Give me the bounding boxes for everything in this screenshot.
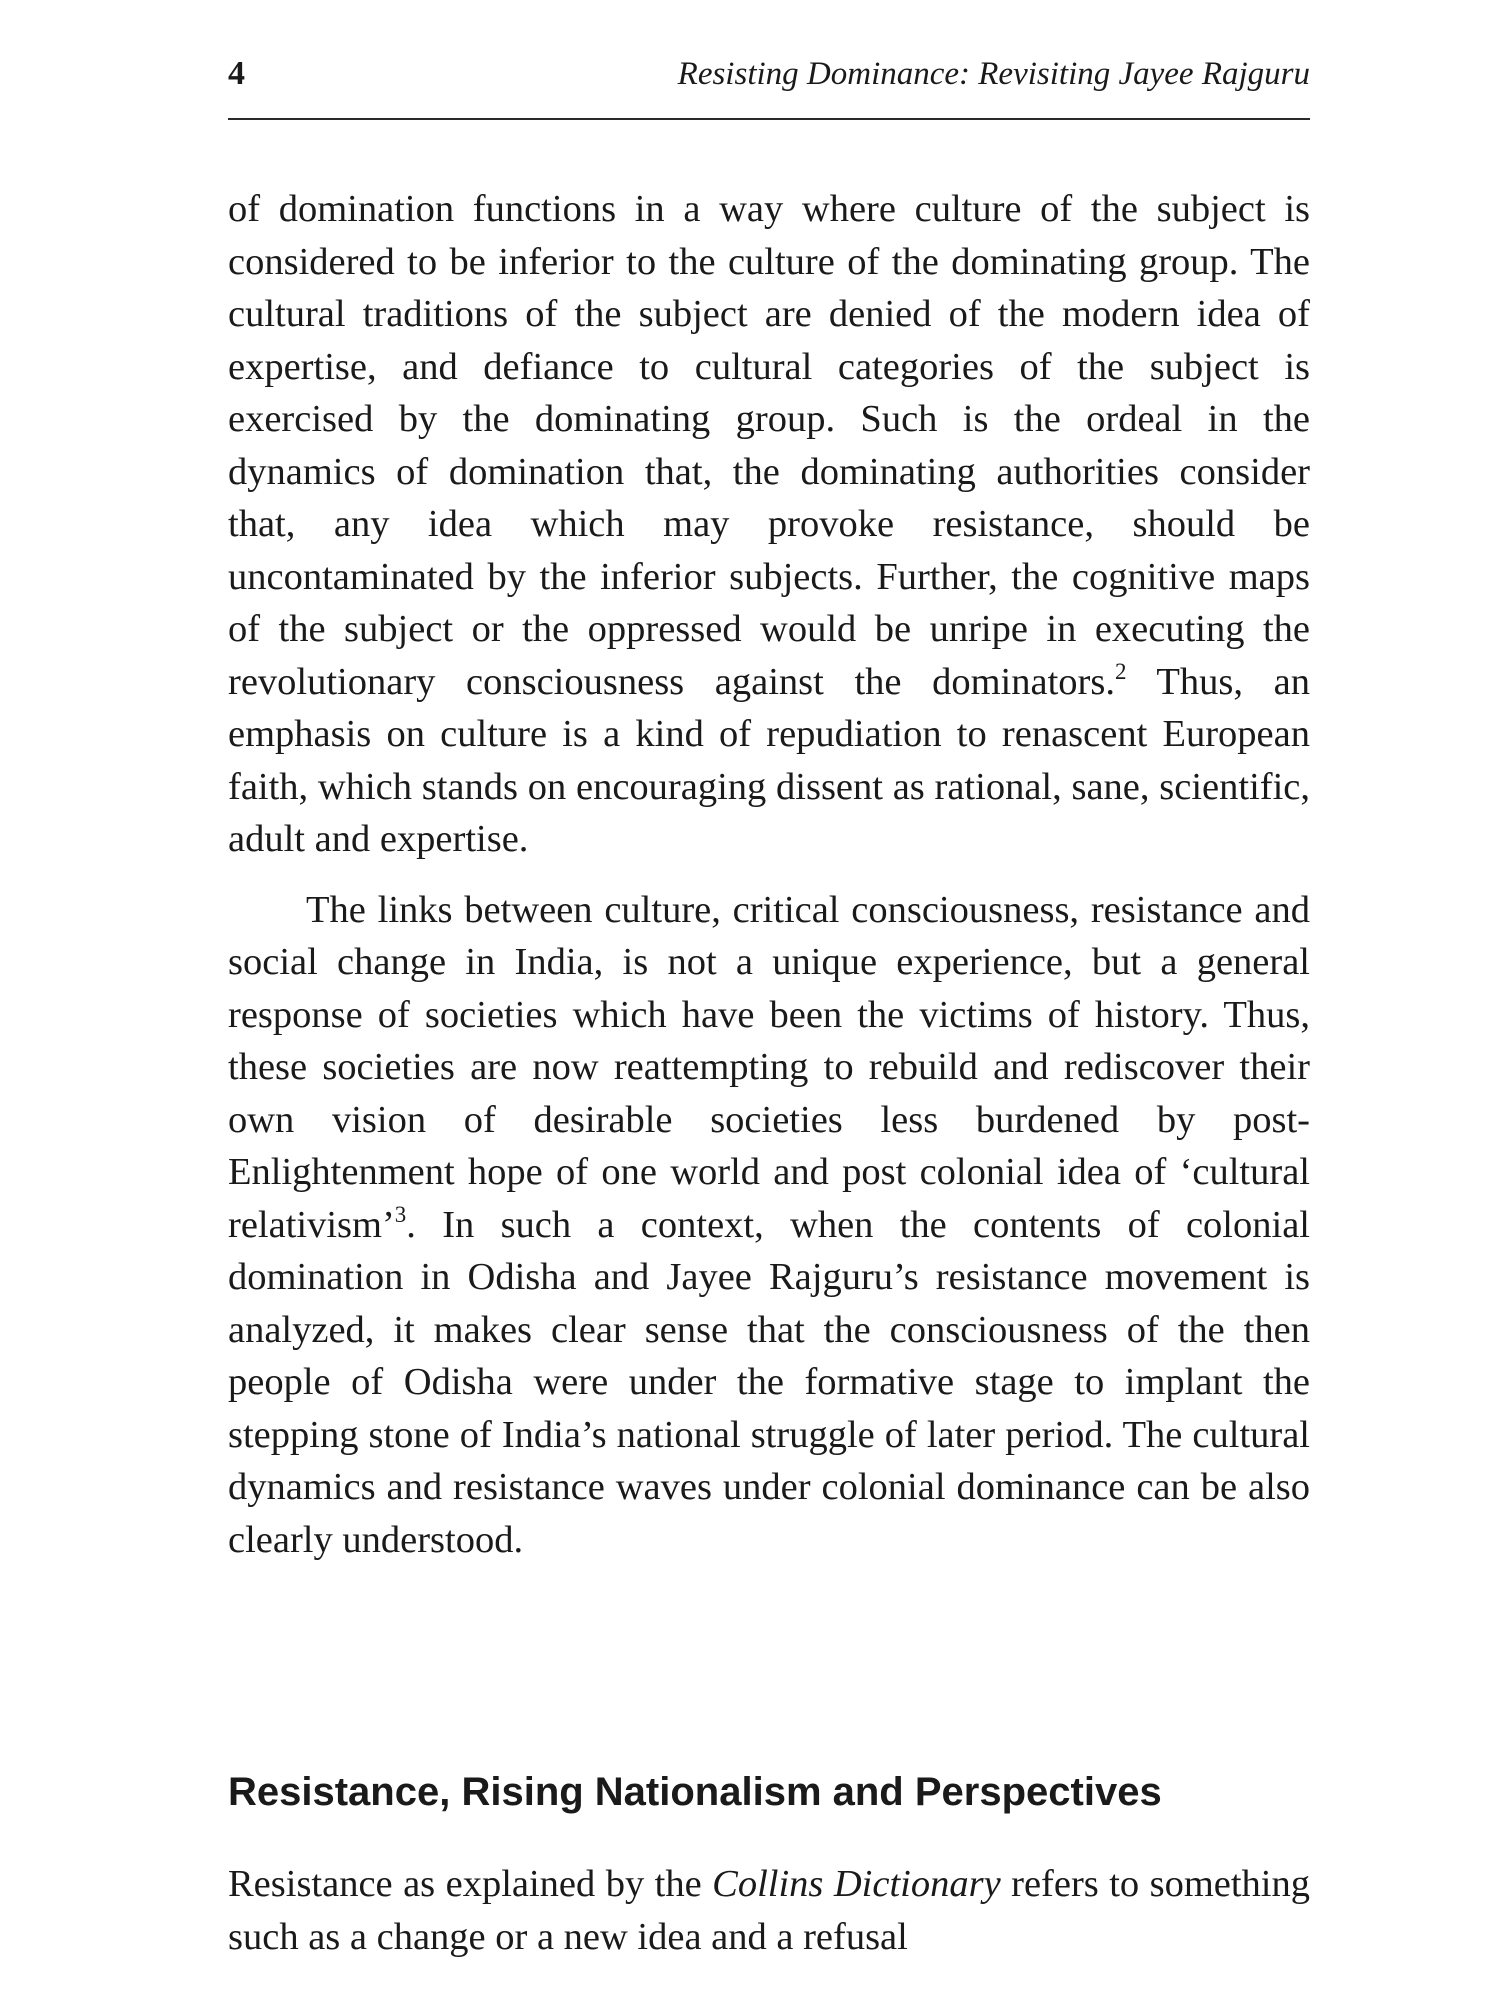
footnote-marker-2: 2 [1114, 658, 1127, 684]
section-paragraph-before: Resistance as explained by the [228, 1863, 713, 1905]
section-paragraph [228, 1858, 1310, 1963]
paragraph-1-text-after: Thus, an emphasis on culture is a kind of repudiation to renascent European faith, which stands on encouraging dissent as rational, sane, scientific, adult and expertise. [228, 660, 1310, 860]
running-head-title: Resisting Dominance: Revisiting Jayee Rajguru [677, 56, 1310, 92]
paragraph-2-text-after: . In such a context, when the contents of colonial domination in Odisha and Jayee Rajguru’s resistance movement is analyzed, it makes clear sense that the consciousness of the then people of Odisha were under the formative stage to implant the stepping stone of India’s national struggle of later period. The cultural dynamics and resistance waves under colonial dominance can be also clearly understood. [228, 1203, 1310, 1561]
section-heading: Resistance, Rising Nationalism and Perspectives [228, 1770, 1162, 1814]
body-text [228, 183, 1310, 1566]
paragraph-1-text: of domination functions in a way where culture of the subject is considered to be inferior to the culture of the dominating group. The cultural traditions of the subject are denied of the modern idea of expertise, and defiance to cultural categories of the subject is exercised by the dominating group. Such is the ordeal in the dynamics of domination that, the dominating authorities consider that, any idea which may provoke resistance, should be uncontaminated by the inferior subjects. Further, the cognitive maps of the subject or the oppressed would be unripe in executing the revolutionary consciousness against the dominators. [228, 188, 1310, 703]
page-header [228, 52, 1310, 118]
paragraph-2 [228, 884, 1310, 1567]
section-paragraph-italic: Collins Dictionary [712, 1863, 1001, 1905]
paragraph-1 [228, 183, 1310, 866]
paragraph-2-text: The links between culture, critical consciousness, resistance and social change in India, is not a unique experience, but a general response of societies which have been the victims of history. Thus, these societies are now reattempting to rebuild and rediscover their own vision of desirable societies less burdened by post-Enlightenment hope of one world and post colonial idea of ‘cultural relativism’ [228, 888, 1310, 1246]
footnote-marker-3: 3 [394, 1201, 407, 1227]
section-paragraph-text [228, 1858, 1310, 1963]
section-paragraph-after: refers to something such as a change or a new idea and a refusal [228, 1863, 1310, 1958]
page-number: 4 [228, 55, 245, 92]
header-divider [228, 118, 1310, 120]
